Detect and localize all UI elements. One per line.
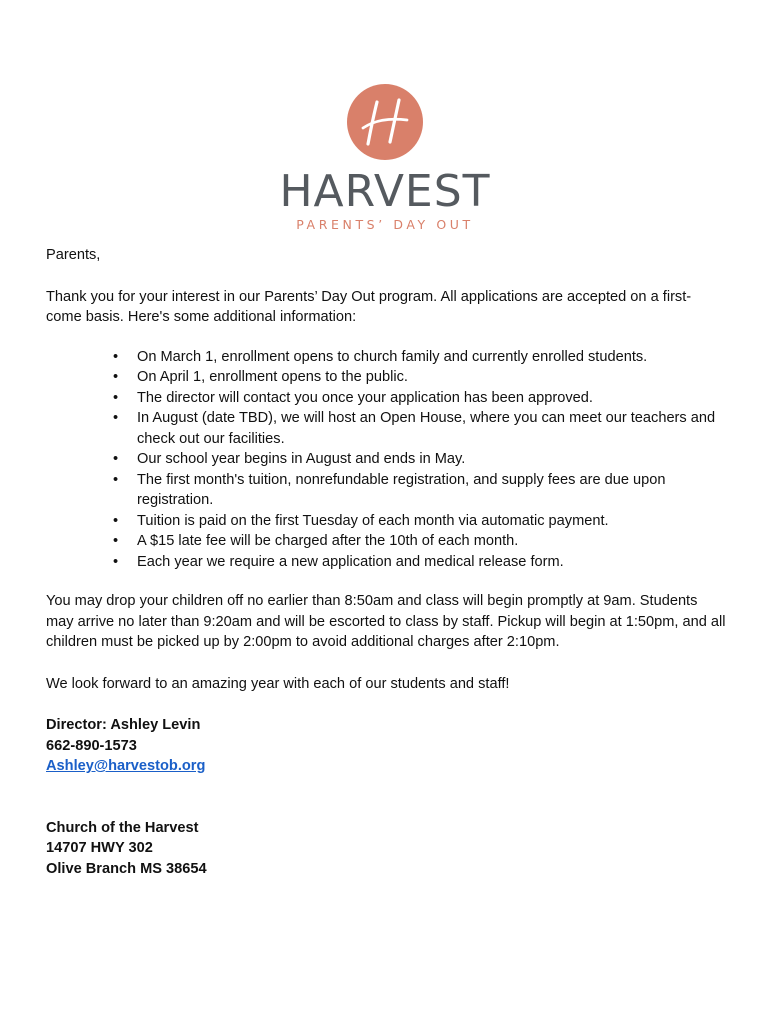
greeting: Parents, <box>46 247 101 263</box>
list-item: • On April 1, enrollment opens to the public. <box>137 367 726 388</box>
church-address <box>46 818 726 880</box>
info-list <box>46 347 726 573</box>
list-item: • The director will contact you once your application has been approved. <box>137 388 726 409</box>
list-item: • Our school year begins in August and ends in May. <box>137 449 726 470</box>
dropoff-paragraph: You may drop your children off no earlier than 8:50am and class will begin promptly at 9am. Students may arrive no later than 9:20am and will be escorted to class by staff. Pickup will begin at 1:50pm, and all children must be picked up by 2:00pm to avoid additional charges after 2:10pm. <box>46 593 726 650</box>
director-phone: 662-890-1573 <box>46 737 137 754</box>
logo-subtitle: PARENTS’ DAY OUT <box>296 217 474 232</box>
director-email-link[interactable]: Ashley@harvestob.org <box>46 758 206 774</box>
list-item: • Tuition is paid on the first Tuesday of each month via automatic payment. <box>137 511 726 532</box>
harvest-logo <box>0 84 770 232</box>
church-name: Church of the Harvest <box>46 819 199 836</box>
h-monogram-icon <box>347 84 423 160</box>
logo-monogram-circle <box>347 84 423 160</box>
director-contact <box>46 715 726 777</box>
logo-title: HARVEST <box>279 166 491 217</box>
church-city: Olive Branch MS 38654 <box>46 860 207 877</box>
list-item: • On March 1, enrollment opens to church family and currently enrolled students. <box>137 347 726 368</box>
list-item: • The first month's tuition, nonrefundable registration, and supply fees are due upon registration. <box>137 470 726 511</box>
intro-paragraph: Thank you for your interest in our Parents’ Day Out program. All applications are accepted on a first-come basis. Here's some additional information: <box>46 288 692 325</box>
letter-body <box>46 245 726 879</box>
list-item: • A $15 late fee will be charged after the 10th of each month. <box>137 531 726 552</box>
list-item: • Each year we require a new application and medical release form. <box>137 552 726 573</box>
church-street: 14707 HWY 302 <box>46 840 153 856</box>
director-name: Director: Ashley Levin <box>46 717 201 733</box>
list-item: • In August (date TBD), we will host an Open House, where you can meet our teachers and check out our facilities. <box>137 408 726 449</box>
closing-paragraph: We look forward to an amazing year with each of our students and staff! <box>46 675 510 692</box>
